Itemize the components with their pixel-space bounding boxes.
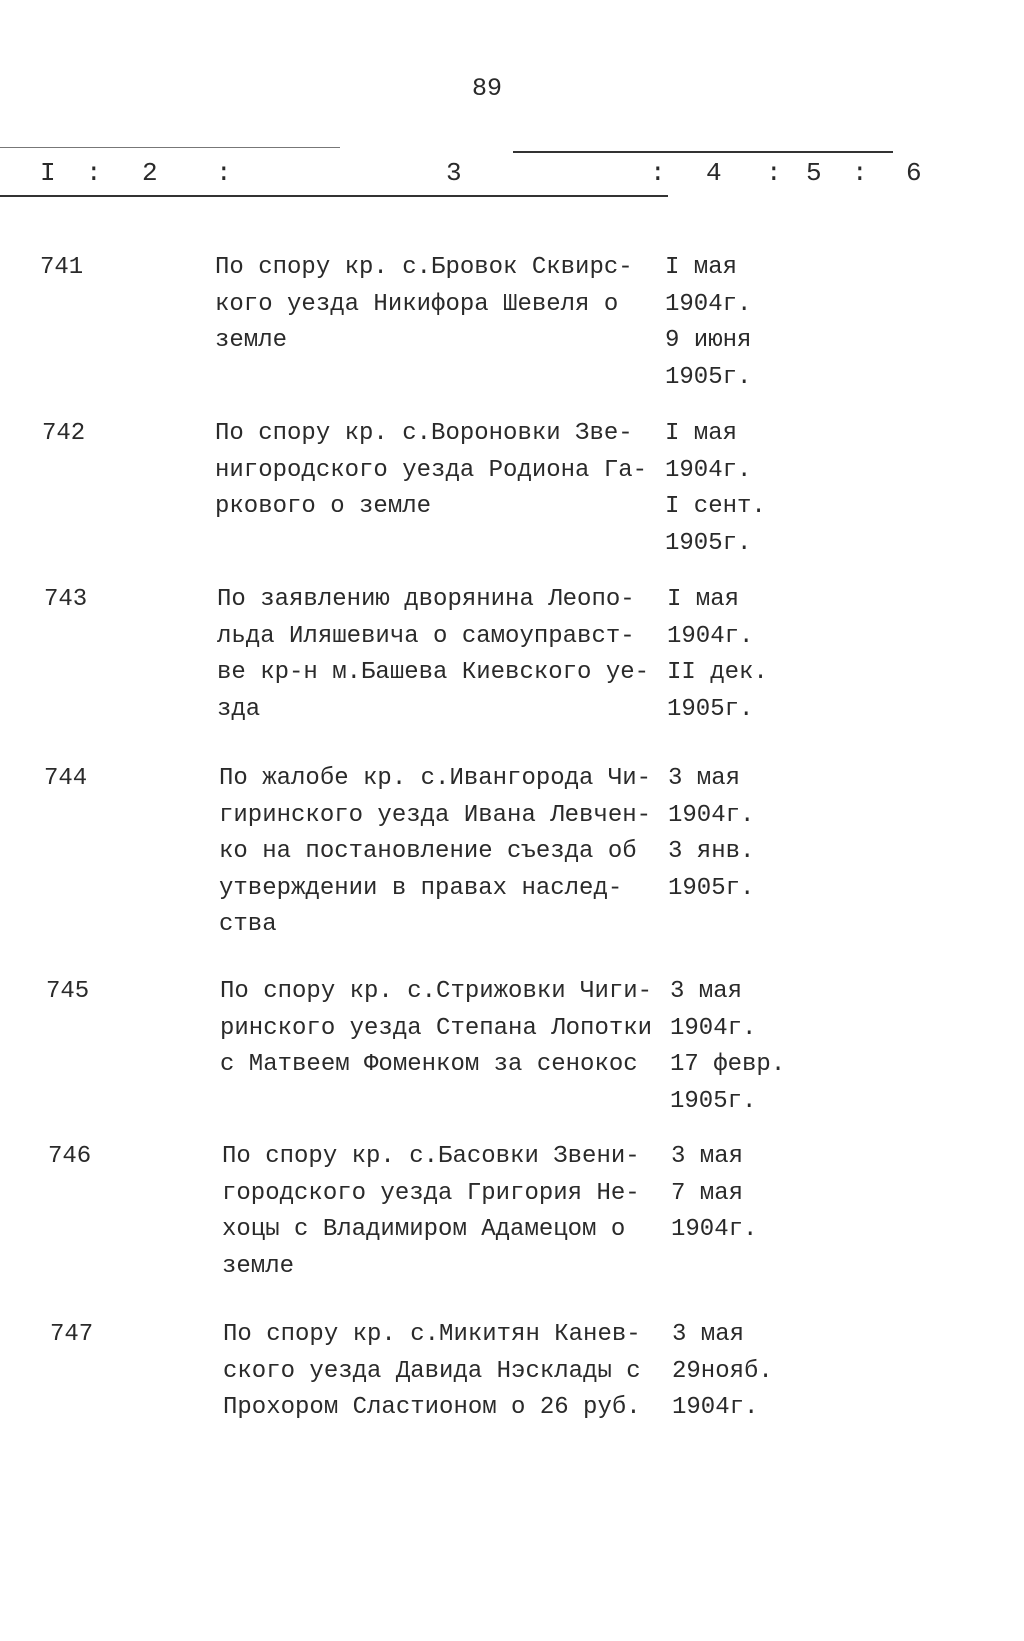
- description-line: гиринского уезда Ивана Левчен-: [219, 801, 652, 829]
- date-line: 1905г.: [668, 874, 755, 902]
- date-line: 3 мая: [672, 1321, 745, 1348]
- description-line: По спору кр. с.Бровок Сквирс-: [215, 254, 633, 281]
- description-line: По жалобе кр. с.Ивангорода Чи-: [219, 765, 652, 792]
- column-header-5: 5: [806, 158, 822, 188]
- date-line: I мая: [667, 586, 740, 613]
- date-line: 1904г.: [672, 1394, 759, 1421]
- entry-description: [219, 761, 651, 944]
- description-line: По спору кр. с.Вороновки Зве-: [215, 420, 633, 447]
- date-line: 1905г.: [665, 363, 752, 391]
- column-separator: :: [216, 158, 232, 188]
- description-line: земле: [215, 327, 288, 354]
- entry-dates: [668, 761, 754, 907]
- column-header-6: 6: [906, 158, 922, 188]
- description-line: По спору кр. с.Стрижовки Чиги-: [220, 978, 653, 1005]
- date-line: 3 янв.: [668, 838, 755, 865]
- description-line: ринского уезда Степана Лопотки: [220, 1014, 653, 1042]
- description-line: кого уезда Никифора Шевеля о: [215, 290, 619, 318]
- date-line: 1904г.: [667, 622, 754, 650]
- column-header-2: 2: [142, 158, 158, 188]
- entry-description: [223, 1317, 641, 1427]
- date-line: 1905г.: [667, 695, 754, 723]
- column-separator: :: [650, 158, 666, 188]
- entry-number: 742: [42, 420, 86, 447]
- date-line: 29нояб.: [672, 1357, 773, 1385]
- column-header-1: I: [40, 158, 56, 188]
- date-line: 1904г.: [665, 456, 752, 484]
- entry-description: [222, 1139, 640, 1285]
- date-line: 1904г.: [671, 1216, 758, 1243]
- description-line: ского уезда Давида Нэсклады с: [223, 1357, 641, 1385]
- description-line: ства: [219, 911, 277, 938]
- date-line: 9 июня: [665, 327, 752, 354]
- description-line: земле: [222, 1252, 295, 1280]
- column-separator: :: [766, 158, 782, 188]
- date-line: 1904г.: [670, 1014, 757, 1042]
- description-line: с Матвеем Фоменком за сенокос: [220, 1051, 638, 1078]
- date-line: 1905г.: [665, 529, 752, 557]
- description-line: Прохором Сластионом о 26 руб.: [223, 1394, 641, 1421]
- date-line: 1905г.: [670, 1087, 757, 1115]
- date-line: I мая: [665, 254, 738, 281]
- description-line: ко на постановление съезда об: [219, 838, 637, 865]
- entry-description: [215, 416, 647, 526]
- description-line: утверждении в правах наслед-: [219, 874, 623, 902]
- description-line: По заявлению дворянина Леопо-: [217, 586, 635, 613]
- header-top-rule: [0, 147, 340, 148]
- entry-description: [215, 250, 633, 360]
- description-line: городского уезда Григория Не-: [222, 1179, 640, 1207]
- entry-dates: [665, 250, 751, 396]
- entry-number: 747: [50, 1321, 94, 1348]
- entry-dates: [665, 416, 766, 562]
- date-line: 3 мая: [671, 1143, 744, 1170]
- description-line: ве кр-н м.Башева Киевского уе-: [217, 659, 650, 686]
- date-line: 17 февр.: [670, 1051, 786, 1078]
- header-top-rule-right: [513, 151, 893, 153]
- column-separator: :: [852, 158, 868, 188]
- date-line: I сент.: [665, 493, 766, 520]
- entry-dates: [672, 1317, 773, 1427]
- entry-number: 746: [48, 1143, 92, 1170]
- description-line: По спору кр. с.Басовки Звени-: [222, 1143, 640, 1170]
- entry-number: 745: [46, 978, 90, 1005]
- description-line: ркового о земле: [215, 493, 432, 520]
- entry-dates: [671, 1139, 757, 1249]
- entry-number: 743: [44, 586, 88, 613]
- entry-description: [217, 582, 649, 728]
- entry-dates: [667, 582, 768, 728]
- entry-number: 741: [40, 254, 84, 281]
- date-line: 1904г.: [668, 801, 755, 829]
- entry-number: 744: [44, 765, 88, 792]
- description-line: хоцы с Владимиром Адамецом о: [222, 1216, 626, 1243]
- date-line: II дек.: [667, 659, 768, 686]
- date-line: 7 мая: [671, 1179, 744, 1207]
- column-header-3: 3: [446, 158, 462, 188]
- description-line: нигородского уезда Родиона Га-: [215, 456, 648, 484]
- description-line: По спору кр. с.Микитян Канев-: [223, 1321, 641, 1348]
- description-line: льда Иляшевича о самоуправст-: [217, 622, 635, 650]
- entry-description: [220, 974, 652, 1084]
- entry-dates: [670, 974, 785, 1120]
- date-line: I мая: [665, 420, 738, 447]
- date-line: 3 мая: [670, 978, 743, 1005]
- header-bottom-rule: [0, 195, 668, 197]
- description-line: зда: [217, 695, 261, 723]
- column-separator: :: [86, 158, 102, 188]
- date-line: 3 мая: [668, 765, 741, 792]
- column-header-4: 4: [706, 158, 722, 188]
- page-number: 89: [472, 74, 503, 103]
- date-line: 1904г.: [665, 290, 752, 318]
